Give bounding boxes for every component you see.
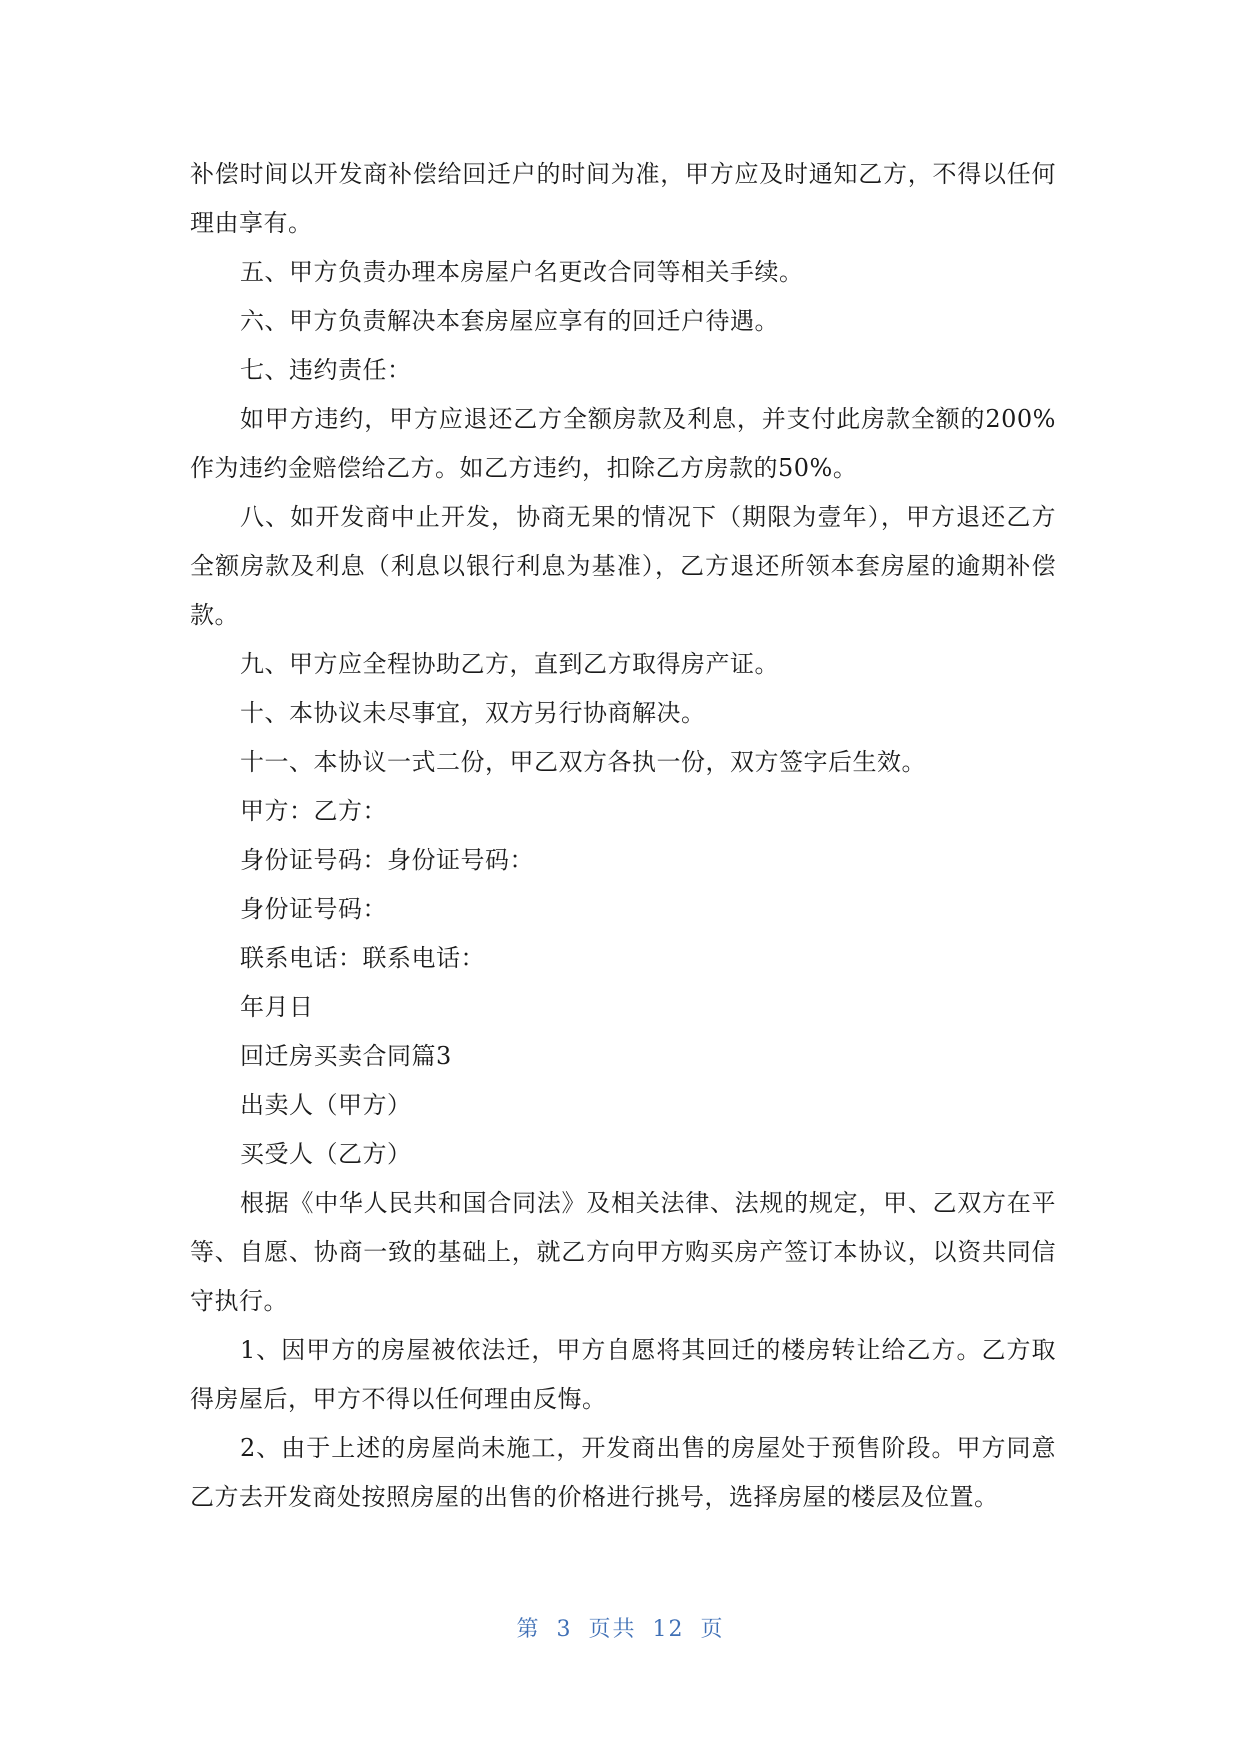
signature-id-line: 身份证号码： [240, 895, 387, 923]
page-footer [0, 1612, 1241, 1643]
paragraph: 2、由于上述的房屋尚未施工，开发商出售的房屋处于预售阶段。甲方同意乙方去开发商处按照房屋的出售的价格进行挑号，选择房屋的楼层及位置。 [190, 1434, 1056, 1511]
paragraph: 1、因甲方的房屋被依法迁，甲方自愿将其回迁的楼房转让给乙方。乙方取得房屋后，甲方不得以任何理由反悔。 [190, 1336, 1056, 1413]
paragraph: 八、如开发商中止开发，协商无果的情况下（期限为壹年），甲方退还乙方全额房款及利息（利息以银行利息为基准），乙方退还所领本套房屋的逾期补偿款。 [190, 503, 1056, 629]
paragraph: 十一、本协议一式二份，甲乙双方各执一份，双方签字后生效。 [240, 748, 926, 776]
document-body [190, 150, 1056, 1522]
section-title: 回迁房买卖合同篇3 [240, 1042, 452, 1070]
signature-phone-line: 联系电话：联系电话： [240, 944, 485, 972]
party-buyer: 买受人（乙方） [240, 1140, 412, 1168]
footer-label-of: 页共 [588, 1617, 637, 1642]
paragraph: 根据《中华人民共和国合同法》及相关法律、法规的规定，甲、乙双方在平等、自愿、协商一致的基础上，就乙方向甲方购买房产签订本协议，以资共同信守执行。 [190, 1189, 1056, 1315]
paragraph: 补偿时间以开发商补偿给回迁户的时间为准，甲方应及时通知乙方，不得以任何理由享有。 [190, 160, 1056, 237]
footer-label-page: 第 [516, 1617, 541, 1642]
paragraph: 如甲方违约，甲方应退还乙方全额房款及利息，并支付此房款全额的200%作为违约金赔偿给乙方。如乙方违约，扣除乙方房款的50%。 [190, 405, 1056, 482]
signature-date-line: 年月日 [240, 993, 314, 1021]
footer-current-page: 3 [556, 1617, 573, 1642]
footer-label-end: 页 [700, 1617, 725, 1642]
paragraph: 六、甲方负责解决本套房屋应享有的回迁户待遇。 [240, 307, 779, 335]
paragraph: 九、甲方应全程协助乙方，直到乙方取得房产证。 [240, 650, 779, 678]
party-seller: 出卖人（甲方） [240, 1091, 412, 1119]
section-heading: 七、违约责任： [240, 356, 412, 384]
signature-party-line: 甲方：乙方： [240, 797, 387, 825]
paragraph: 五、甲方负责办理本房屋户名更改合同等相关手续。 [240, 258, 804, 286]
signature-id-line: 身份证号码：身份证号码： [240, 846, 534, 874]
paragraph: 十、本协议未尽事宜，双方另行协商解决。 [240, 699, 706, 727]
footer-total-pages: 12 [652, 1617, 685, 1642]
